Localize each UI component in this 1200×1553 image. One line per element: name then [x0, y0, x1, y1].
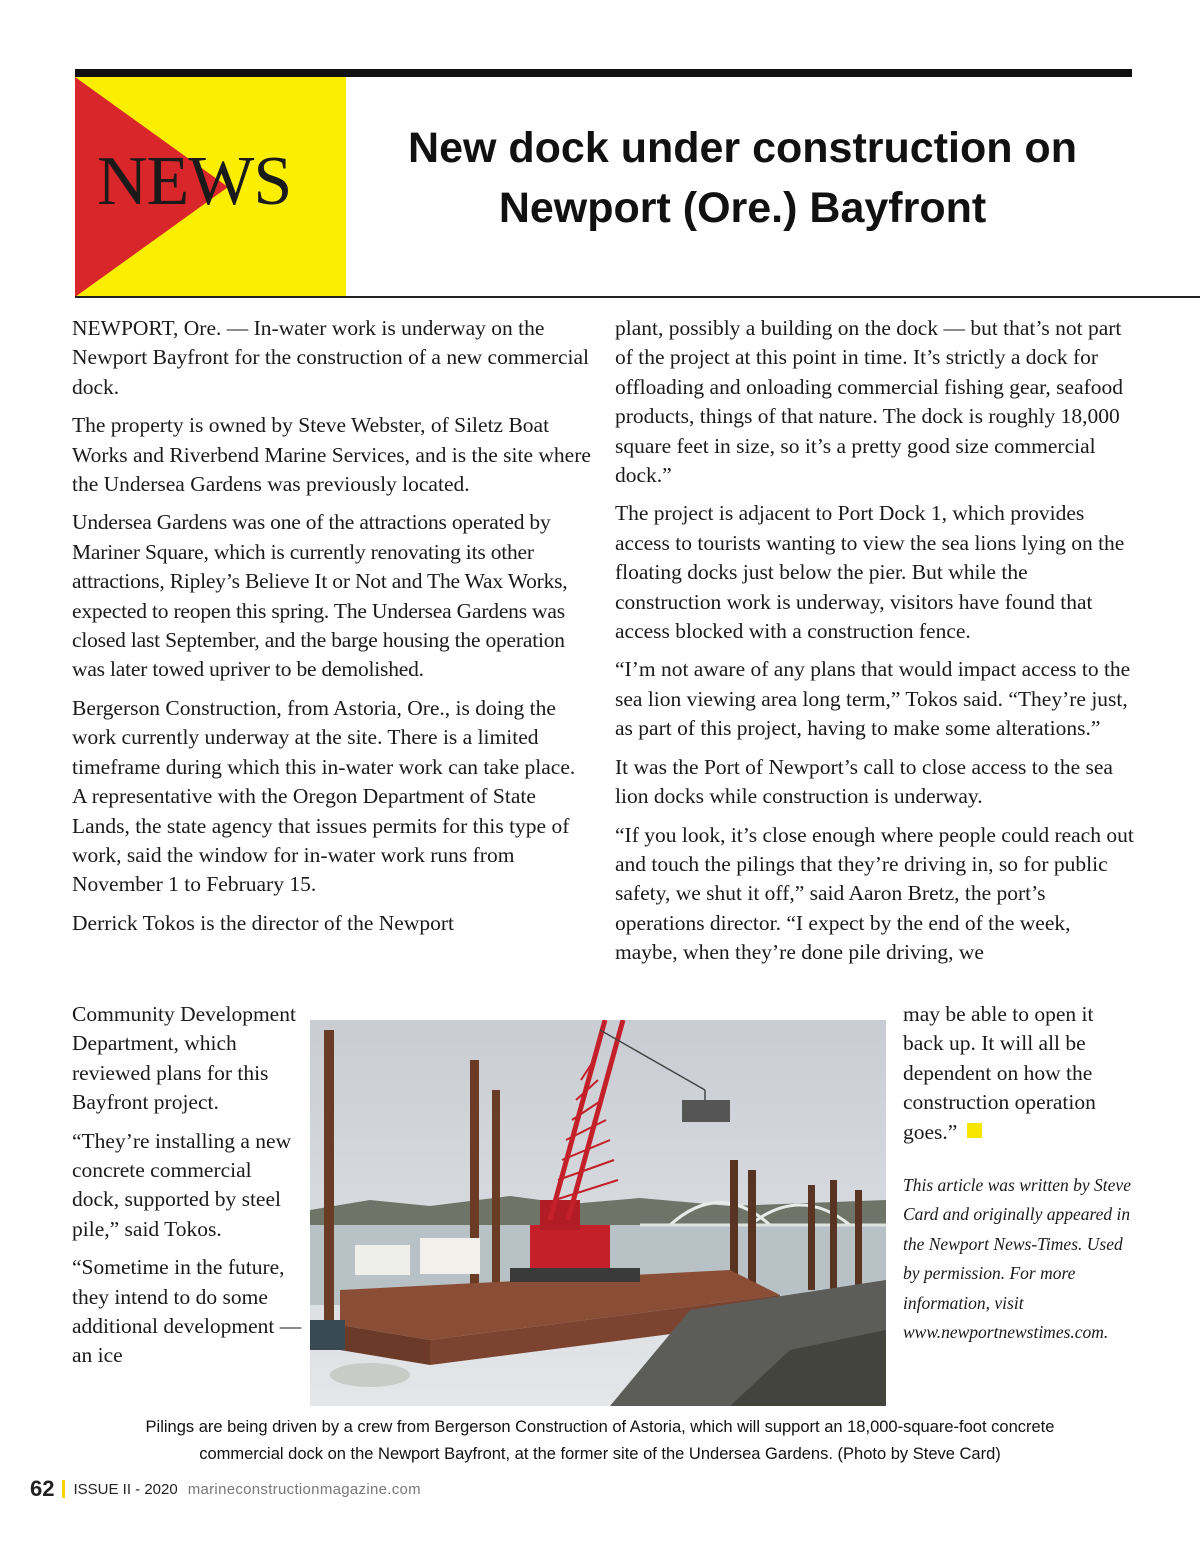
paragraph: Derrick Tokos is the director of the Newport: [72, 910, 455, 935]
photo-caption: [80, 1414, 1120, 1468]
headline: [370, 118, 1115, 238]
paragraph: “They’re installing a new concrete commercial dock, supported by steel pile,” said Tokos.: [72, 1128, 292, 1241]
top-rule: [75, 69, 1132, 77]
site-link[interactable]: marineconstructionmagazine.com: [187, 1480, 421, 1498]
article-left-narrow: [72, 1000, 302, 1371]
page-number: 62: [30, 1476, 55, 1501]
article-left-column: [72, 314, 592, 938]
news-badge: [75, 77, 346, 297]
paragraph: Community Development Department, which reviewed plans for this Bayfront project.: [72, 1002, 296, 1115]
headline-rule: [75, 296, 1200, 298]
article-credit: This article was written by Steve Card and originally appeared in the Newport News-Times. Used by permission. For more information, visit www.newportnewstimes.com.: [903, 1175, 1131, 1343]
headline-line-1: New dock under construction on: [408, 124, 1077, 172]
article-right-column: [615, 314, 1135, 968]
paragraph: Undersea Gardens was one of the attractions operated by Mariner Square, which is currently renovating its other attractions, Ripley’s Believe It or Not and The Wax Works, expected to reopen this spring. The Undersea Gardens was closed last September, and the barge housing the operation was later towed upriver to be demolished.: [72, 510, 568, 682]
caption-line-2: commercial dock on the Newport Bayfront, at the former site of the Undersea Gardens. (Photo by Steve Card): [199, 1445, 1001, 1463]
paragraph: The project is adjacent to Port Dock 1, which provides access to tourists wanting to view the sea lions lying on the floating docks just below the pier. But while the construction work is underway, visitors have found that access blocked with a construction fence.: [615, 501, 1125, 644]
closing-paragraph-text: may be able to open it back up. It will all be dependent on how the construction operation goes.”: [903, 1002, 1096, 1144]
footer-divider: [62, 1480, 65, 1498]
issue-label: ISSUE II - 2020: [73, 1480, 178, 1498]
paragraph: It was the Port of Newport’s call to close access to the sea lion docks while construction is underway.: [615, 754, 1113, 809]
caption-line-1: Pilings are being driven by a crew from Bergerson Construction of Astoria, which will support an 18,000-square-foot concrete: [145, 1418, 1055, 1436]
paragraph: NEWPORT, Ore. — In-water work is underway on the Newport Bayfront for the construction of a new commercial dock.: [72, 316, 590, 399]
article-right-narrow: [903, 1000, 1133, 1347]
construction-photo: [310, 1020, 886, 1406]
headline-line-2: Newport (Ore.) Bayfront: [498, 184, 987, 232]
paragraph: “I’m not aware of any plans that would impact access to the sea lion viewing area long term,” Tokos said. “They’re just, as part of this project, having to make some alterations.”: [615, 657, 1131, 741]
end-mark-icon: [967, 1123, 982, 1138]
paragraph: Bergerson Construction, from Astoria, Ore., is doing the work currently underway at the site. There is a limited timeframe during which this in-water work can take place. A representative with the Oregon Department of State Lands, the state agency that issues permits for this type of work, said the window for in-water work runs from November 1 to February 15.: [72, 695, 576, 897]
page-footer: [30, 1473, 421, 1505]
paragraph: plant, possibly a building on the dock — but that’s not part of the project at this point in time. It’s strictly a dock for offloading and onloading commercial fishing gear, seafood products, things of that nature. The dock is roughly 18,000 square feet in size, so it’s a pretty good size commercial dock.”: [615, 316, 1124, 488]
paragraph: [903, 1000, 1133, 1147]
news-badge-label: NEWS: [97, 143, 292, 220]
construction-photo-illustration: [310, 1020, 886, 1406]
paragraph: The property is owned by Steve Webster, of Siletz Boat Works and Riverbend Marine Services, and is the site where the Undersea Gardens was previously located.: [72, 413, 591, 497]
paragraph: “If you look, it’s close enough where people could reach out and touch the pilings that they’re driving in, so for public safety, we shut it off,” said Aaron Bretz, the port’s operations director. “I expect by the end of the week, maybe, when they’re done pile driving, we: [615, 822, 1134, 965]
paragraph: “Sometime in the future, they intend to do some additional development — an ice: [72, 1255, 302, 1368]
